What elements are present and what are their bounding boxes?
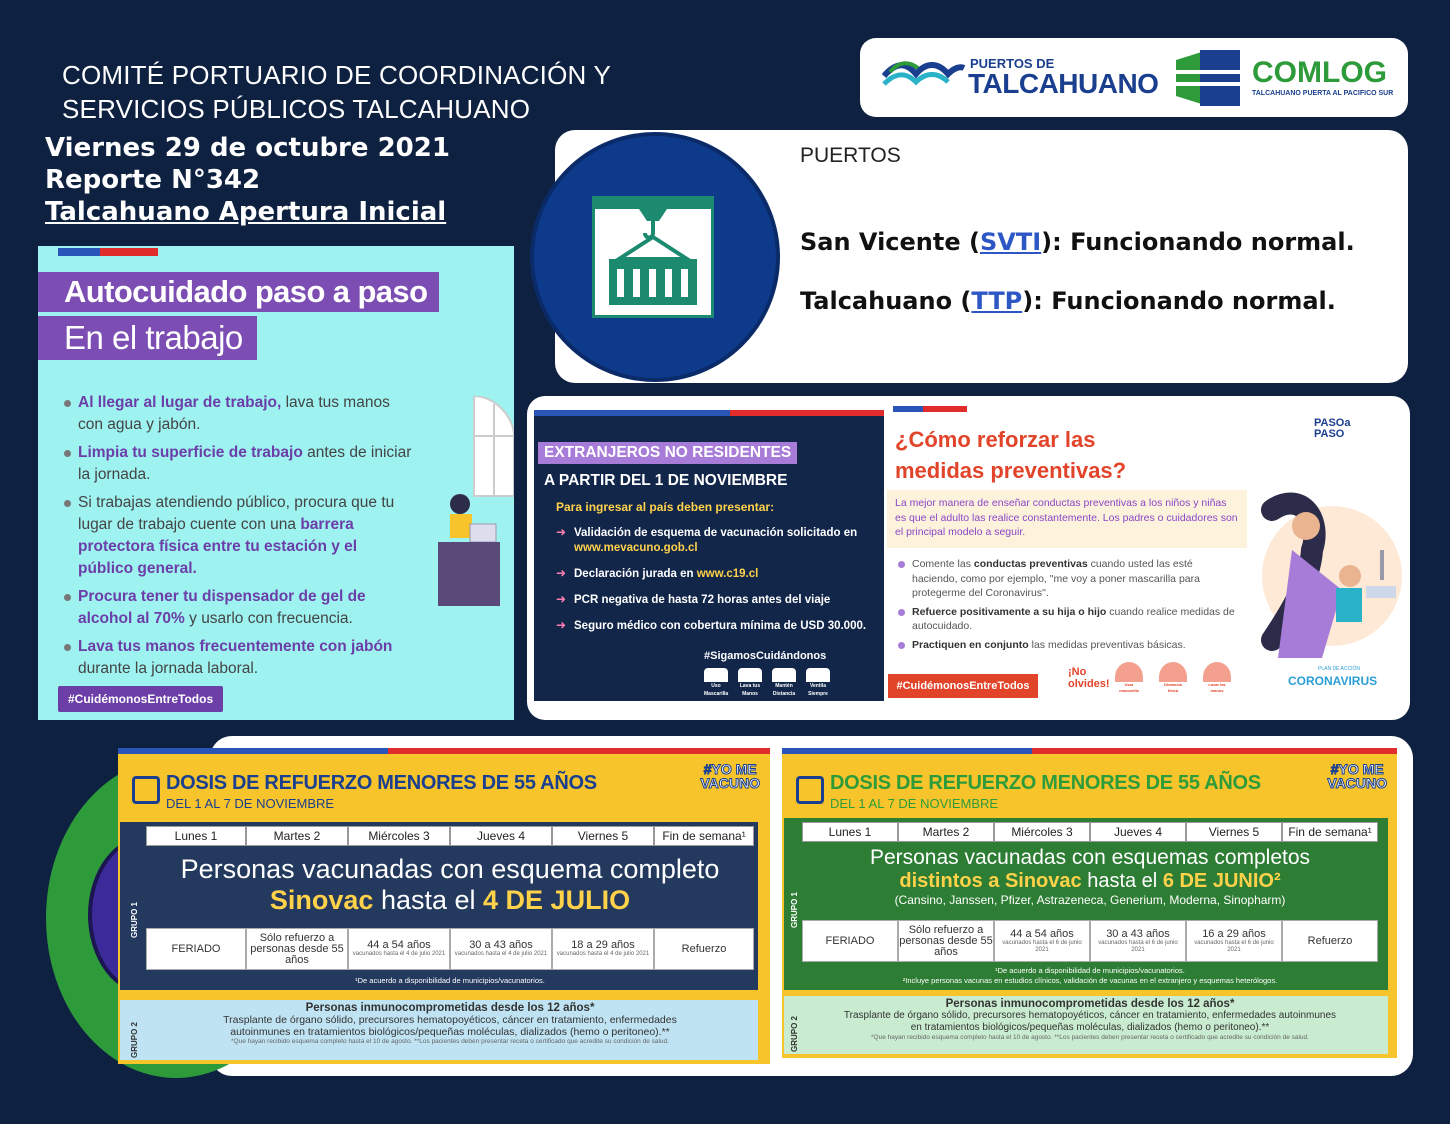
comlog-small-text: TALCAHUANO PUERTA AL PACIFICO SUR bbox=[1252, 90, 1394, 97]
group-cell: Refuerzo bbox=[654, 928, 754, 970]
groups-row bbox=[802, 920, 1378, 962]
groups-row bbox=[146, 928, 754, 970]
cuidemonos-tag: #CuidémonosEntreTodos bbox=[58, 686, 223, 712]
ptos-small-text: PUERTOS DE bbox=[970, 56, 1055, 71]
preventivas-title-1: ¿Cómo reforzar las bbox=[895, 427, 1096, 452]
day-cell: Viernes 5 bbox=[552, 826, 654, 846]
dose-card-right bbox=[782, 748, 1397, 1058]
dose-main-text: Personas vacunadas con esquemas completos distintos a Sinovac hasta el 6 DE JUNIO² (Cansino, Janssen, Pfizer, Astrazeneca, Generium, Moderna, Sinopharm) bbox=[869, 846, 1311, 907]
port-name-pre: Talcahuano ( bbox=[800, 287, 972, 315]
group-cell: FERIADO bbox=[802, 920, 898, 962]
extranjeros-sub: Para ingresar al país deben presentar: bbox=[556, 500, 775, 514]
day-cell: Jueves 4 bbox=[1090, 822, 1186, 842]
day-cell: Lunes 1 bbox=[146, 826, 246, 846]
port-talcahuano bbox=[800, 287, 1336, 315]
autocuidado-title: Autocuidado paso a paso bbox=[38, 272, 439, 312]
svti-link[interactable]: SVTI bbox=[979, 228, 1042, 256]
list-item: Al llegar al lugar de trabajo, lava tus manos con agua y jabón. bbox=[64, 392, 414, 436]
preventivas-list bbox=[896, 557, 1241, 656]
preventivas-intro: La mejor manera de enseñar conductas preventivas a los niños y niñas es que el adulto las realice constantemente. Los padres o cuidadores son el principal modelo a seguir. bbox=[895, 497, 1238, 538]
ttp-link[interactable]: TTP bbox=[971, 287, 1023, 315]
list-item: Limpia tu superficie de trabajo antes de iniciar la jornada. bbox=[64, 442, 414, 486]
logo-box bbox=[860, 38, 1408, 117]
grupo2-text: Personas inmunocomprometidas desde los 12 años* Trasplante de órgano sólido, precursores hematopoyéticos, cáncer en tratamiento, enfermedades autoinmunes en tratamientos biológicos/pequeñas moléculas, dializados (hemo o peritoneo).** *Que hayan recibido esquema completo hasta el 10 de agosto. **Los pacientes deben presentar receta o certificado que acredite su condición de salud. bbox=[223, 1002, 677, 1045]
list-item: Procura tener tu dispensador de gel de alcohol al 70% y usarlo con frecuencia. bbox=[64, 586, 414, 630]
grupo2-label: GRUPO 2 bbox=[790, 1015, 799, 1052]
report-date: Viernes 29 de octubre 2021 bbox=[45, 133, 450, 163]
days-row bbox=[802, 822, 1378, 842]
dose-card-left bbox=[118, 748, 770, 1064]
dose-note: ¹De acuerdo a disponibilidad de municipios/vacunatorios. ²Incluye personas vacunas en estudios clínicos, validación de vacunas en el extranjero y esquemas heterólogos. bbox=[902, 966, 1278, 985]
paso-a-paso-logo: PASOa PASO bbox=[1314, 417, 1351, 440]
day-cell: Fin de semana¹ bbox=[1282, 822, 1378, 842]
wave-icon bbox=[882, 54, 966, 94]
dose-subtitle: DEL 1 AL 7 DE NOVIEMBRE bbox=[830, 796, 999, 811]
group-cell: 44 a 54 años vacunados hasta el 4 de julio 2021 bbox=[348, 928, 450, 970]
plan-accion: PLAN DE ACCIÓN bbox=[1318, 666, 1360, 672]
extranjeros-date: A PARTIR DEL 1 DE NOVIEMBRE bbox=[544, 472, 788, 489]
extranjeros-list bbox=[556, 526, 878, 645]
grupo2-label: GRUPO 2 bbox=[130, 1021, 139, 1058]
port-name-pre: San Vicente ( bbox=[800, 228, 980, 256]
day-cell: Miércoles 3 bbox=[994, 822, 1090, 842]
mask-icon: Usar mascarilla bbox=[1115, 662, 1143, 692]
extranjeros-icons bbox=[704, 668, 830, 697]
list-item: Refuerce positivamente a su hija o hijo cuando realice medidas de autocuidado. bbox=[896, 605, 1241, 634]
group-cell: 30 a 43 años vacunados hasta el 6 de junio 2021 bbox=[1090, 920, 1186, 962]
committee-line-1: COMITÉ PORTUARIO DE COORDINACIÓN Y bbox=[62, 60, 612, 90]
flag-strip bbox=[58, 248, 158, 256]
hand-wash-icon: Lava tus Manos bbox=[738, 668, 762, 694]
dose-title: DOSIS DE REFUERZO MENORES DE 55 AÑOS bbox=[166, 772, 597, 794]
group-cell: 44 a 54 años vacunados hasta el 6 de junio 2021 bbox=[994, 920, 1090, 962]
extranjeros-panel bbox=[534, 416, 884, 701]
grupo1-label: GRUPO 1 bbox=[130, 901, 139, 938]
dose-main-text: Personas vacunadas con esquema completo Sinovac hasta el 4 DE JULIO bbox=[180, 854, 720, 915]
dose-title: DOSIS DE REFUERZO MENORES DE 55 AÑOS bbox=[830, 772, 1261, 794]
list-item: ➜ Declaración jurada en www.c19.cl bbox=[556, 567, 878, 582]
group-cell: 16 a 29 años vacunados hasta el 6 de junio 2021 bbox=[1186, 920, 1282, 962]
ptos-big-text: TALCAHUANO bbox=[968, 68, 1159, 99]
hand-wash-icon: Lavar las manos bbox=[1203, 662, 1231, 692]
preventivas-icons bbox=[1115, 662, 1231, 692]
list-item: Comente las conductas preventivas cuando usted las esté haciendo, como por ejemplo, "me voy a poner mascarilla para protegerme del Coronavirus". bbox=[896, 557, 1241, 601]
autocuidado-subtitle: En el trabajo bbox=[38, 316, 257, 360]
comlog-shield-icon bbox=[1172, 48, 1244, 108]
flag-strip bbox=[118, 748, 770, 754]
committee-title bbox=[62, 58, 611, 126]
port-san-vicente bbox=[800, 228, 1355, 256]
group-cell: 30 a 43 años vacunados hasta el 4 de julio 2021 bbox=[450, 928, 552, 970]
coronavirus-logo: CORONAVIRUS bbox=[1288, 674, 1378, 688]
port-status: ): Funcionando normal. bbox=[1041, 228, 1355, 256]
group-cell: FERIADO bbox=[146, 928, 246, 970]
yo-me-vacuno-badge: #YO ME VACUNO bbox=[1327, 761, 1387, 791]
no-olvides: ¡No olvides! bbox=[1068, 666, 1110, 690]
report-number: Reporte N°342 bbox=[45, 165, 261, 195]
flag-strip bbox=[893, 406, 967, 412]
yo-me-vacuno-badge: #YO ME VACUNO bbox=[700, 761, 760, 791]
port-status: ): Funcionando normal. bbox=[1022, 287, 1336, 315]
group-cell: 18 a 29 años vacunados hasta el 4 de julio 2021 bbox=[552, 928, 654, 970]
list-item: Lava tus manos frecuentemente con jabón durante la jornada laboral. bbox=[64, 636, 414, 680]
list-item: ➜ PCR negativa de hasta 72 horas antes del viaje bbox=[556, 593, 878, 608]
committee-line-2: SERVICIOS PÚBLICOS TALCAHUANO bbox=[62, 94, 531, 124]
report-phase: Talcahuano Apertura Inicial bbox=[45, 197, 447, 227]
puertos-talcahuano-logo bbox=[882, 54, 1182, 102]
worker-illustration-icon bbox=[430, 396, 514, 611]
ports-title: PUERTOS bbox=[800, 144, 901, 167]
day-cell: Miércoles 3 bbox=[348, 826, 450, 846]
days-row bbox=[146, 826, 754, 846]
day-cell: Lunes 1 bbox=[802, 822, 898, 842]
comlog-logo bbox=[1172, 48, 1402, 108]
crane-container-icon bbox=[592, 196, 714, 318]
flag-strip bbox=[782, 748, 1397, 754]
grupo2-text: Personas inmunocomprometidas desde los 12 años* Trasplante de órgano sólido, precursores hematopoyéticos, cáncer en tratamiento, enfermedades autoinmunes en tratamientos biológicos/pequeñas moléculas, dializados (hemo o peritoneo).** *Que hayan recibido esquema completo hasta el 10 de agosto. **Los pacientes deben presentar receta o certificado que acredite su condición de salud. bbox=[843, 998, 1337, 1041]
report-info bbox=[45, 132, 450, 228]
ventilate-icon: Ventila Siempre bbox=[806, 668, 830, 694]
group-cell: Refuerzo bbox=[1282, 920, 1378, 962]
day-cell: Martes 2 bbox=[898, 822, 994, 842]
dose-subtitle: DEL 1 AL 7 DE NOVIEMBRE bbox=[166, 796, 335, 811]
grupo1-label: GRUPO 1 bbox=[790, 891, 799, 928]
day-cell: Fin de semana¹ bbox=[654, 826, 754, 846]
group-cell: Sólo refuerzo a personas desde 55 años bbox=[246, 928, 348, 970]
preventivas-title-2: medidas preventivas? bbox=[895, 458, 1127, 483]
group-cell: Sólo refuerzo a personas desde 55 años bbox=[898, 920, 994, 962]
extranjeros-tag: EXTRANJEROS NO RESIDENTES bbox=[538, 442, 797, 464]
cuidemonos-tag-2: #CuidémonosEntreTodos bbox=[888, 674, 1038, 698]
calendar-icon bbox=[796, 776, 824, 804]
day-cell: Viernes 5 bbox=[1186, 822, 1282, 842]
sigamos-hashtag: #SigamosCuidándonos bbox=[704, 650, 827, 662]
list-item: ➜ Seguro médico con cobertura mínima de USD 30.000. bbox=[556, 619, 878, 634]
preventivas-title bbox=[895, 424, 1126, 486]
distance-icon: Mantén Distancia bbox=[772, 668, 796, 694]
day-cell: Jueves 4 bbox=[450, 826, 552, 846]
day-cell: Martes 2 bbox=[246, 826, 348, 846]
autocuidado-list bbox=[64, 392, 414, 686]
calendar-icon bbox=[132, 776, 160, 804]
mask-icon: Uso Mascarilla bbox=[704, 668, 728, 694]
autocuidado-card bbox=[38, 246, 514, 720]
list-item: Si trabajas atendiendo público, procura que tu lugar de trabajo cuente con una barrera protectora física entre tu estación y el público general. bbox=[64, 492, 414, 580]
distance-icon: Distancia física bbox=[1159, 662, 1187, 692]
dose-note: ¹De acuerdo a disponibilidad de municipios/vacunatorios. bbox=[355, 976, 545, 985]
list-item: Practiquen en conjunto las medidas preventivas básicas. bbox=[896, 638, 1241, 653]
list-item: ➜ Validación de esquema de vacunación solicitado en www.mevacuno.gob.cl bbox=[556, 526, 878, 556]
comlog-big-text: COMLOG bbox=[1252, 56, 1387, 89]
parent-child-illustration-icon bbox=[1232, 490, 1404, 658]
